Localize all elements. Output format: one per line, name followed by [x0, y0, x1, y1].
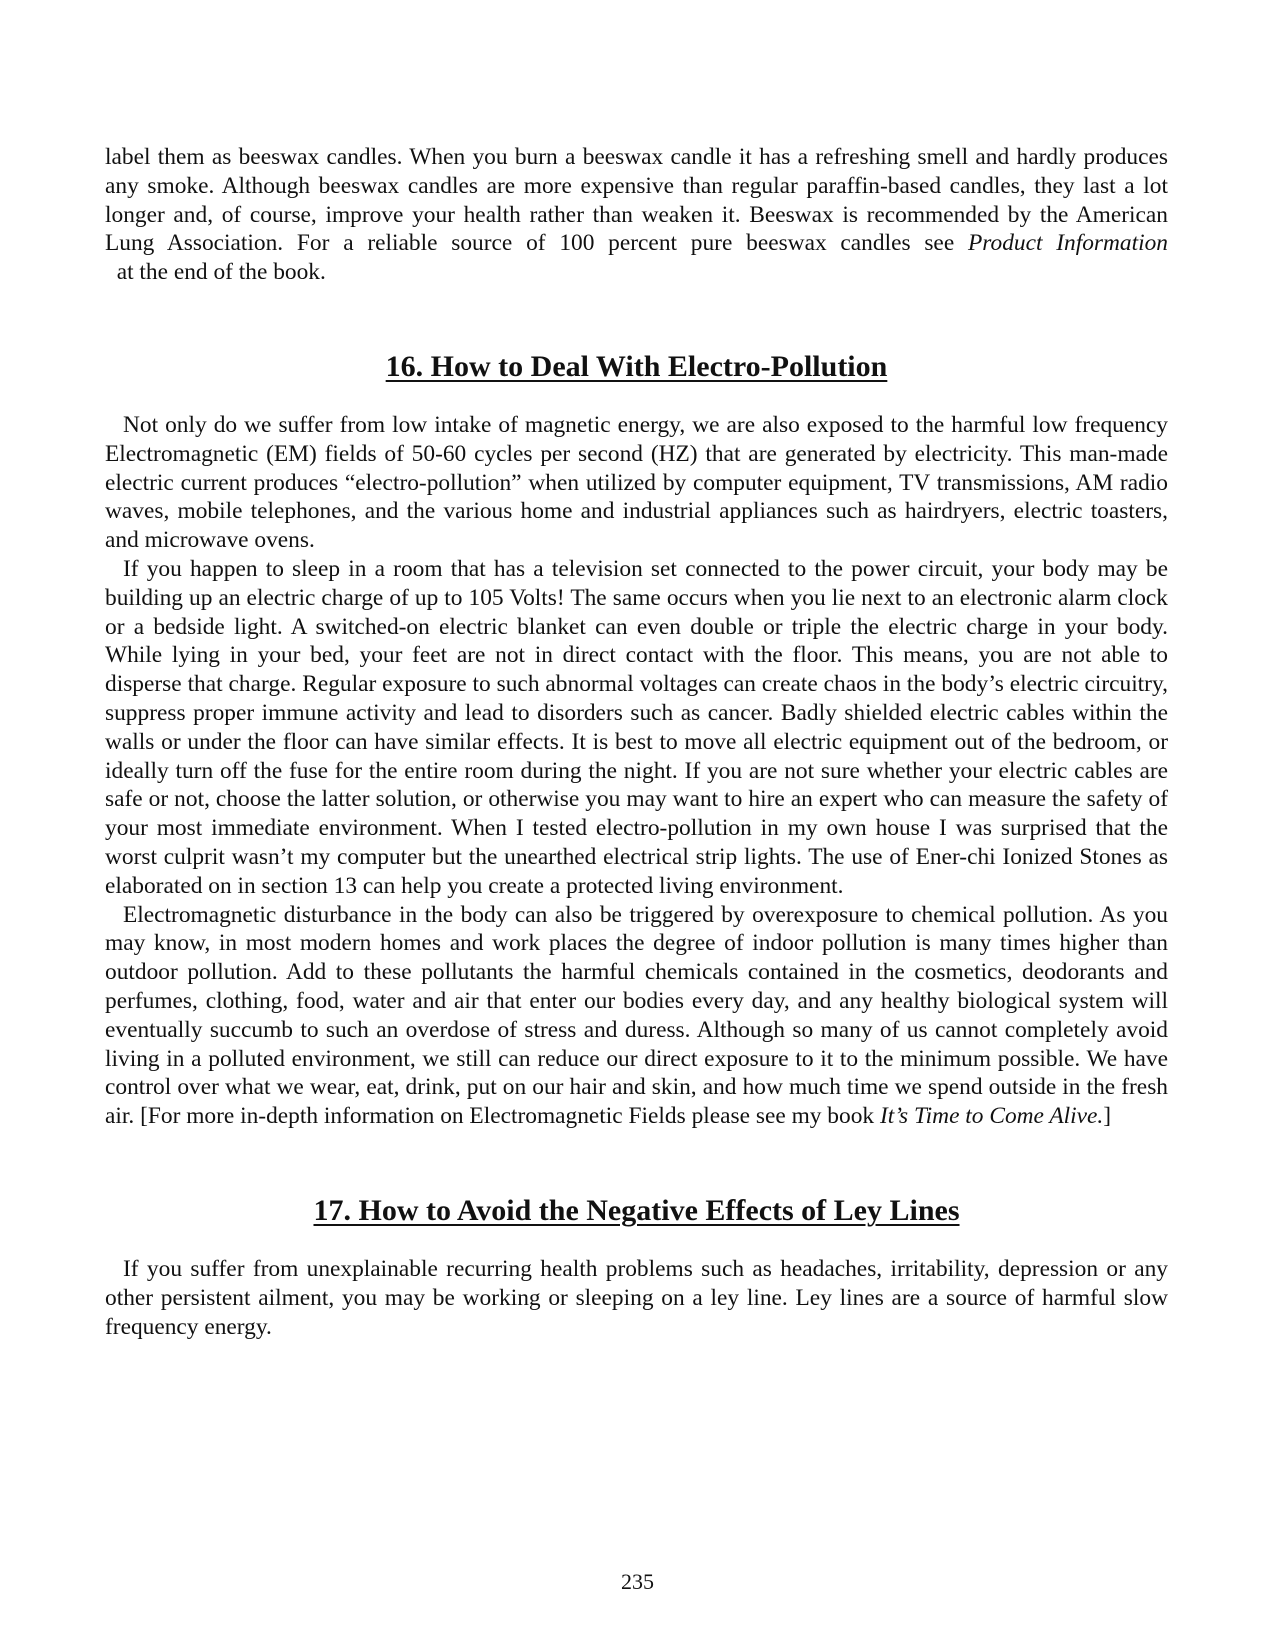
section-16-heading: 16. How to Deal With Electro-Pollution [385, 349, 888, 383]
page-number: 235 [621, 1569, 654, 1594]
section-16-paragraph-1: Not only do we suffer from low intake of magnetic energy, we are also exposed to the harmful low frequency Electromagnetic (EM) fields of 50-60 cycles per second (HZ) that are generated by electricity. This man-made electric current produces “electro-pollution” when utilized by computer equipment, TV transmissions, AM radio waves, mobile telephones, and the various home and industrial appliances such as hairdryers, electric toasters, and microwave ovens. [105, 411, 1168, 554]
intro-tail: at the end of the book. [105, 259, 326, 286]
section-17-heading: 17. How to Avoid the Negative Effects of Ley Lines [313, 1193, 960, 1227]
intro-text: label them as beeswax candles. When you burn a beeswax candle it has a refreshing smell and hardly produces any smoke. Although beeswax candles are more expensive than regular paraffin-based candles, they last a lot longer and, of course, improve your health rather than weaken it. Beeswax is recommended by the American Lung Association. For a reliable source of 100 percent pure beeswax candles see [105, 144, 1168, 257]
section-16-paragraph-3-text: Electromagnetic disturbance in the body can also be triggered by overexposure to chemical pollution. As you may know, in most modern homes and work places the degree of indoor pollution is many times higher than outdoor pollution. Add to these pollutants the harmful chemicals contained in the cosmetics, deodorants and perfumes, clothing, food, water and air that enter our bodies every day, and any healthy biological system will eventually succumb to such an overdose of stress and duress. Although so many of us cannot completely avoid living in a polluted environment, we still can reduce our direct exposure to it to the minimum possible. We have control over what we wear, eat, drink, put on our hair and skin, and how much time we spend outside in the fresh air. [For more in-depth information on Electromagnetic Fields please see my book [105, 901, 1168, 1130]
intro-paragraph [105, 143, 1168, 287]
product-information-reference: Product Information [967, 230, 1169, 257]
page-body [105, 143, 1168, 1341]
section-16-paragraph-3-tail: ] [1103, 1103, 1112, 1130]
section-16-paragraph-2: If you happen to sleep in a room that has a television set connected to the power circuit, your body may be building up an electric charge of up to 105 Volts! The same occurs when you lie next to an electronic alarm clock or a bedside light. A switched-on electric blanket can even double or triple the electric charge in your body. While lying in your bed, your feet are not in direct contact with the floor. This means, you are not able to disperse that charge. Regular exposure to such abnormal voltages can create chaos in the body’s electric circuitry, suppress proper immune activity and lead to disorders such as cancer. Badly shielded electric cables within the walls or under the floor can have similar effects. It is best to move all electric equipment out of the bedroom, or ideally turn off the fuse for the entire room during the night. If you are not sure whether your electric cables are safe or not, choose the latter solution, or otherwise you may want to hire an expert who can measure the safety of your most immediate environment. When I tested electro-pollution in my own house I was surprised that the worst culprit wasn’t my computer but the unearthed electrical strip lights. The use of Ener-chi Ionized Stones as elaborated on in section 13 can help you create a protected living environment. [105, 555, 1168, 899]
section-16-paragraph-3 [105, 901, 1168, 1131]
book-title-reference: It’s Time to Come Alive. [879, 1103, 1104, 1130]
section-17-paragraph-1: If you suffer from unexplainable recurring health problems such as headaches, irritability, depression or any other persistent ailment, you may be working or sleeping on a ley line. Ley lines are a source of harmful slow frequency energy. [105, 1255, 1168, 1340]
